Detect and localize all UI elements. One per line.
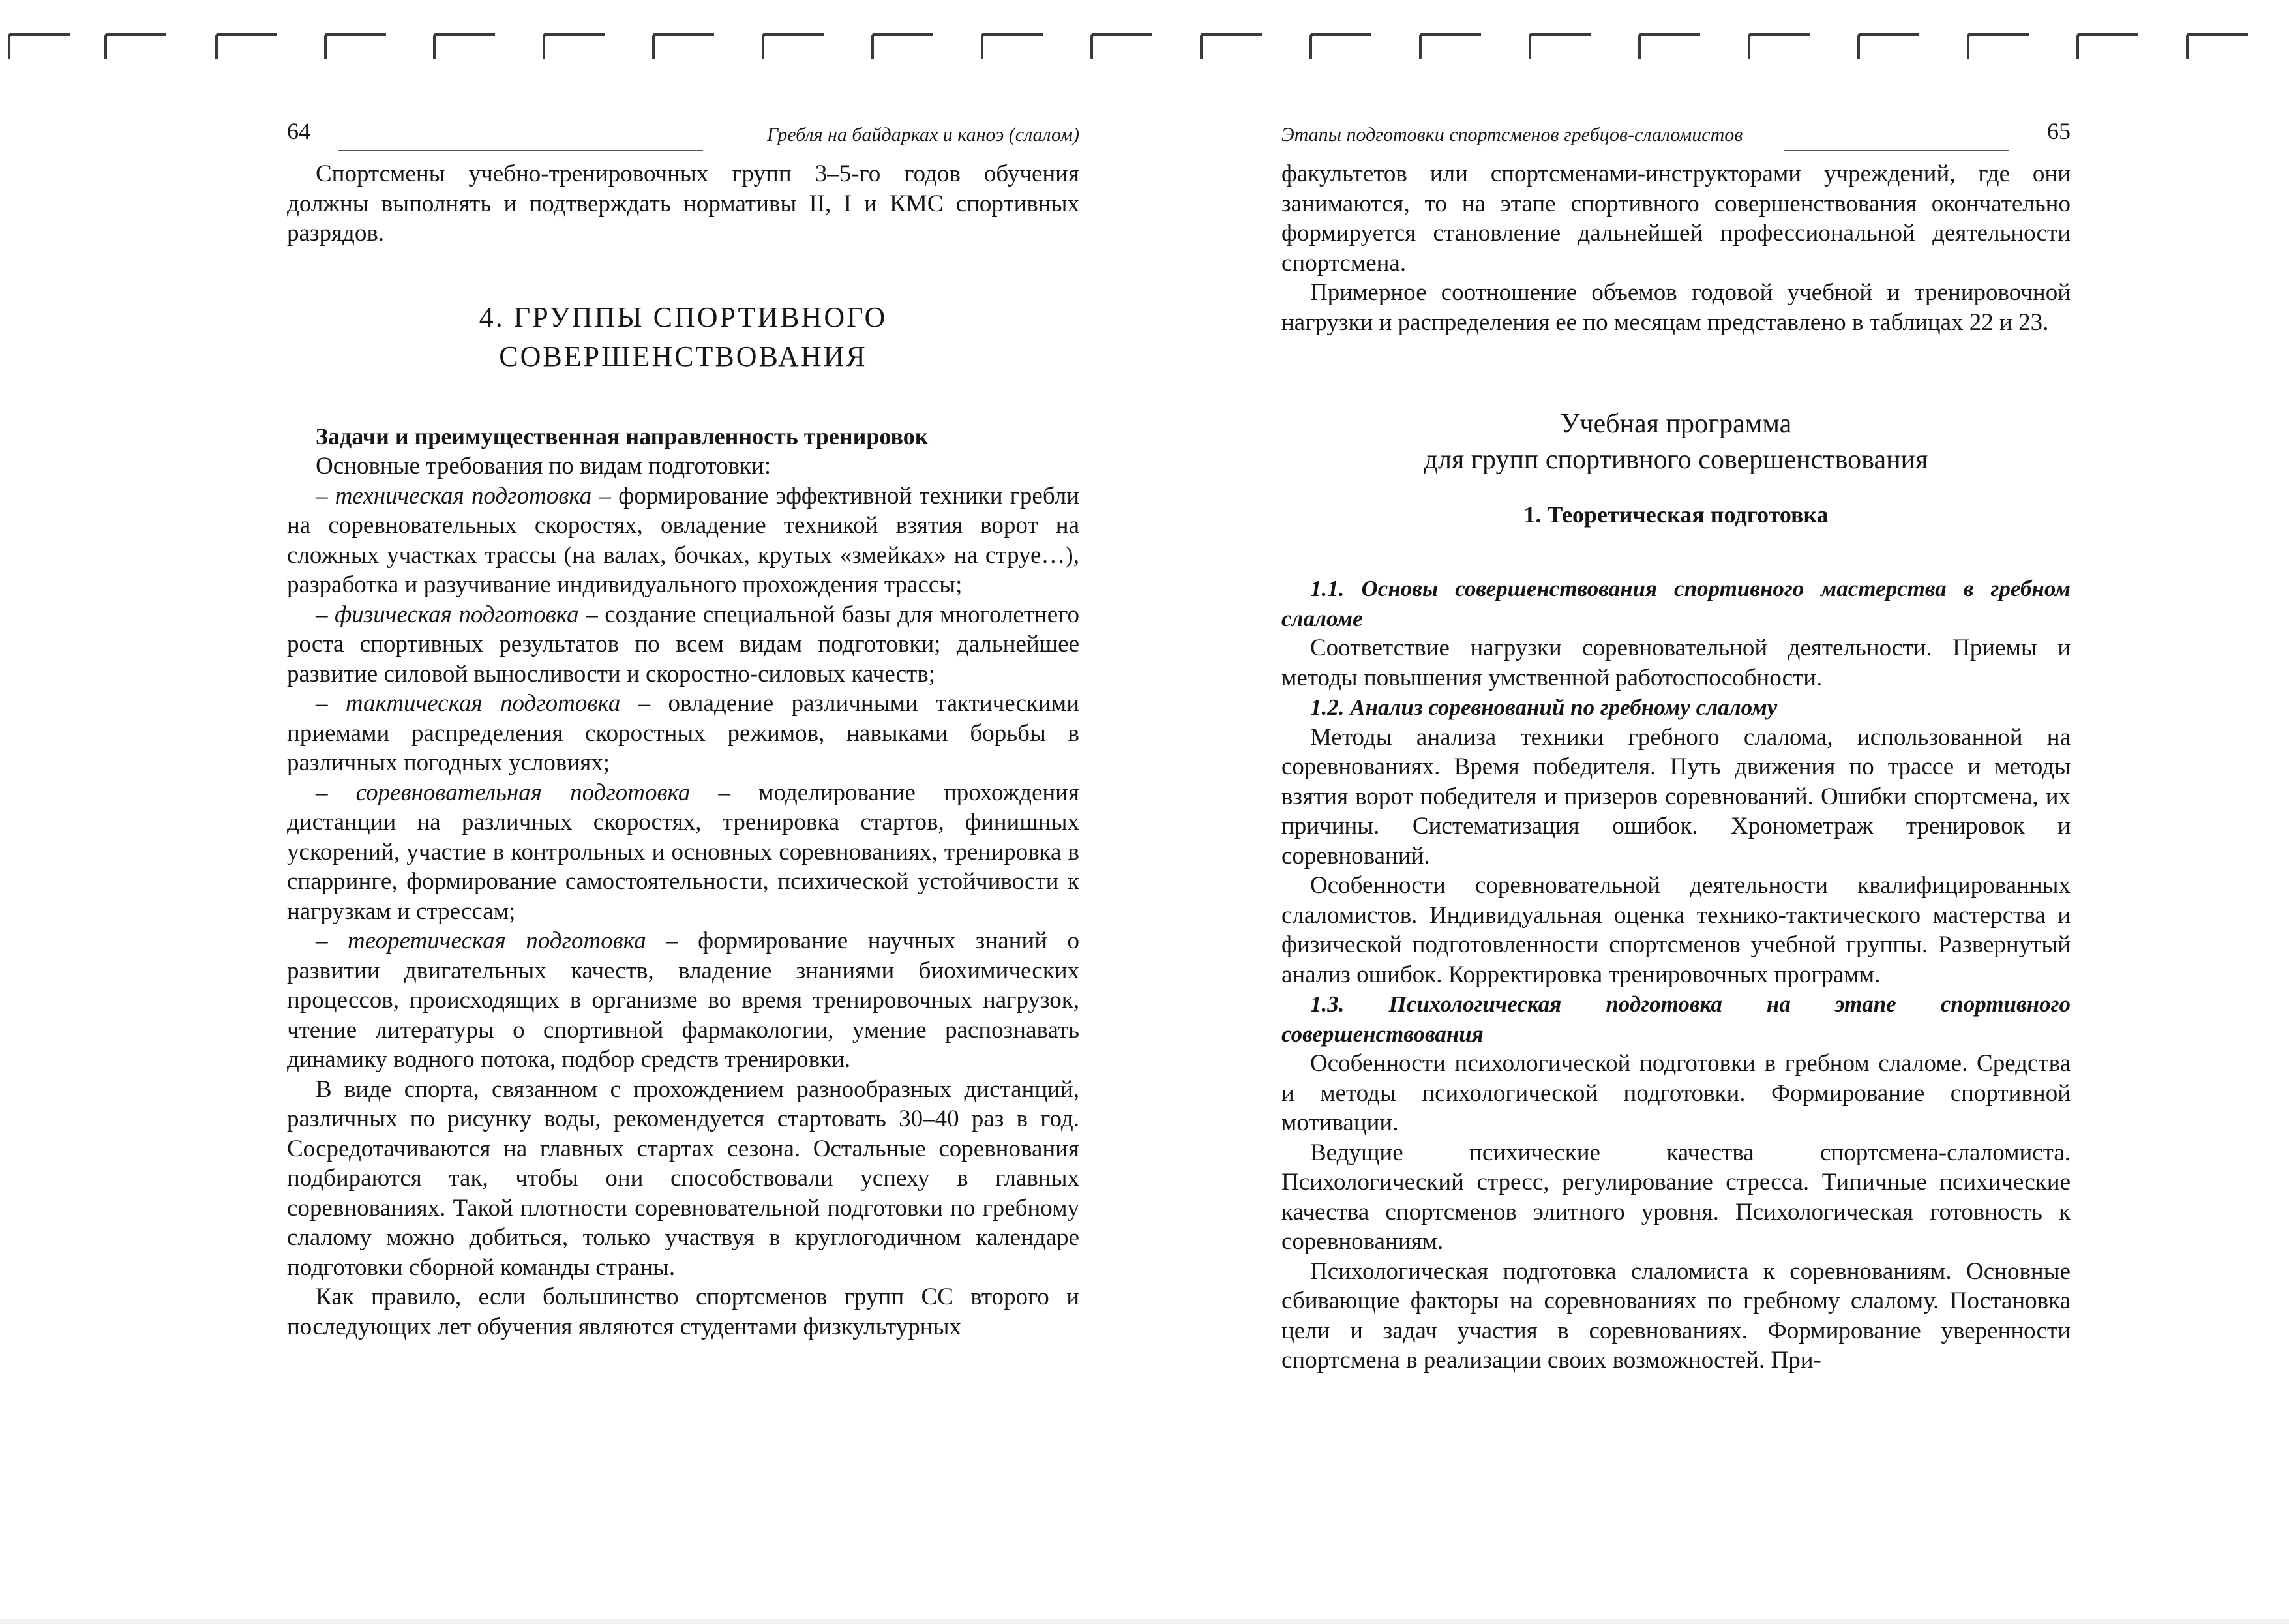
binding-ring [1967, 33, 2029, 59]
running-head [1281, 117, 2071, 159]
binding-ring [652, 33, 714, 59]
requirement-item [287, 689, 1079, 778]
spiral-binding [0, 0, 2289, 72]
binding-ring [324, 33, 386, 59]
running-title: Этапы подготовки спортсменов гребцов-слаломистов [1281, 124, 1743, 145]
requirement-text: – овладение различными тактическими приемами распределения скоростных режимов, навыками борьбы в различных погодных условиях; [287, 690, 1079, 776]
section-heading-line: СОВЕРШЕНСТВОВАНИЯ [499, 340, 867, 372]
binding-ring [981, 33, 1043, 59]
running-head [287, 117, 1079, 159]
requirement-term: – теоретическая подготовка [316, 927, 646, 954]
header-rule [1784, 150, 2009, 151]
binding-ring [433, 33, 495, 59]
ratio-paragraph: Примерное соотношение объемов годовой учебной и тренировочной нагрузки и распределения ее по месяцам представлено в таблицах 22 и 23. [1281, 279, 2071, 336]
topic-text: Методы анализа техники гребного слалома, использованной на соревнованиях. Время победителя. Путь движения по трассе и методы взятия ворот победителя и призеров соревнований. Ошибки спортсмена, их причины. Систематизация ошибок. Хронометраж тренировок и соревнований. [1281, 723, 2071, 869]
binding-ring [1748, 33, 1810, 59]
topic-text: Соответствие нагрузки соревновательной деятельности. Приемы и методы повышения умственной работоспособности. [1281, 635, 2071, 691]
topic-text: Ведущие психические качества спортсмена-слаломиста. Психологический стресс, регулирование стресса. Типичные психические качества спортсменов элитного уровня. Психологическая готовность к соревнованиям. [1281, 1139, 2071, 1255]
intro-paragraph: Спортсмены учебно-тренировочных групп 3–5-го годов обучения должны выполнять и подтверждать нормативы II, I и КМС спортивных разрядов. [287, 160, 1079, 247]
requirement-term: – физическая подготовка [316, 601, 579, 628]
requirements-intro: Основные требования по видам подготовки: [316, 453, 771, 479]
requirement-item [287, 600, 1079, 689]
requirement-term: – тактическая подготовка [316, 690, 621, 717]
header-rule [338, 150, 703, 151]
right-page [1281, 117, 2071, 1376]
program-title-line: для групп спортивного совершенствования [1424, 445, 1928, 475]
theory-heading: 1. Теоретическая подготовка [1523, 502, 1829, 528]
binding-ring [8, 33, 70, 59]
page-edge [0, 1619, 2289, 1624]
topic-title: 1.2. Анализ соревнований по гребному слалому [1310, 695, 1778, 720]
continuation-paragraph: факультетов или спортсменами-инструкторами учреждений, где они занимаются, то на этапе спортивного совершенствования окончательно формируется становление дальнейшей профессиональной деятельности спортсмена. [1281, 160, 2071, 277]
requirement-term: – соревновательная подготовка [316, 779, 691, 806]
topic-title: 1.3. Психологическая подготовка на этапе спортивного совершенствования [1281, 991, 2071, 1047]
binding-ring [1090, 33, 1152, 59]
binding-ring [1638, 33, 1700, 59]
binding-ring [1419, 33, 1481, 59]
requirement-text: – моделирование прохождения дистанции на различных скоростях, тренировка стартов, финишных ускорений, участие в контрольных и основных соревнованиях, тренировка в спарринге, формирование самостоятельности, психической устойчивости к нагрузкам и стрессам; [287, 779, 1079, 925]
left-page [287, 117, 1079, 1342]
binding-ring [1200, 33, 1262, 59]
binding-ring [215, 33, 277, 59]
binding-ring [762, 33, 824, 59]
topic-text: Психологическая подготовка слаломиста к соревнованиям. Основные сбивающие факторы на соревнованиях по гребному слалому. Постановка цели и задач участия в соревнованиях. Формирование уверенности спортсмена в реализации своих возможностей. При- [1281, 1257, 2071, 1374]
section-heading-line: 4. ГРУППЫ СПОРТИВНОГО [479, 301, 888, 333]
binding-ring [1309, 33, 1371, 59]
requirement-text: – формирование эффективной техники гребли на соревновательных скоростях, овладение техникой взятия ворот на сложных участках трассы (на валах, бочках, крутых «змейках» на струе…), разработка и разучивание индивидуального прохождения трассы; [287, 482, 1080, 598]
paragraph-students: Как правило, если большинство спортсменов групп СС второго и последующих лет обучения являются студентами физкультурных [287, 1284, 1079, 1340]
requirement-term: – техническая подготовка [316, 482, 592, 509]
binding-ring [2076, 33, 2138, 59]
binding-ring [1857, 33, 1919, 59]
requirement-text: – формирование научных знаний о развитии двигательных качеств, владение знаниями биохимических процессов, происходящих в организме во время тренировочных нагрузок, чтение литературы о спортивной фармакологии, умение распознавать динамику водного потока, подбор средств тренировки. [287, 927, 1080, 1073]
program-title-line: Учебная программа [1560, 409, 1792, 439]
topic-text: Особенности психологической подготовки в гребном слаломе. Средства и методы психологической подготовки. Формирование спортивной мотивации. [1281, 1050, 2071, 1136]
paragraph-competitions: В виде спорта, связанном с прохождением разнообразных дистанций, различных по рисунку воды, рекомендуется стартовать 30–40 раз в год. Сосредотачиваются на главных стартах сезона. Остальные соревнования подбираются так, чтобы они способствовали успеху в главных соревнованиях. Такой плотности соревновательной подготовки по гребному слалому можно добиться, только участвуя в круглогодичном календаре подготовки сборной команды страны. [287, 1075, 1079, 1281]
requirement-item [287, 778, 1079, 927]
program-title [1281, 406, 2071, 478]
running-title: Гребля на байдарках и каноэ (слалом) [767, 124, 1079, 145]
binding-ring [543, 33, 605, 59]
requirement-item [287, 926, 1079, 1075]
requirement-item [287, 481, 1079, 600]
page-number: 65 [2047, 118, 2071, 144]
binding-ring [104, 33, 166, 59]
binding-ring [871, 33, 933, 59]
page-number: 64 [287, 118, 310, 144]
binding-ring [2186, 33, 2248, 59]
tasks-heading: Задачи и преимущественная направленность тренировок [316, 423, 929, 449]
section-heading [287, 298, 1079, 376]
binding-ring [1529, 33, 1591, 59]
requirement-text: – создание специальной базы для многолетнего роста спортивных результатов по всем видам подготовки; дальнейшее развитие силовой выносливости и скоростно-силовых качеств; [287, 601, 1079, 687]
topic-text: Особенности соревновательной деятельности квалифицированных слаломистов. Индивидуальная оценка технико-тактического мастерства и физической подготовленности спортсменов учебной группы. Развернутый анализ ошибок. Корректировка тренировочных программ. [1281, 872, 2071, 988]
topic-title: 1.1. Основы совершенствования спортивного мастерства в гребном слаломе [1281, 576, 2071, 631]
